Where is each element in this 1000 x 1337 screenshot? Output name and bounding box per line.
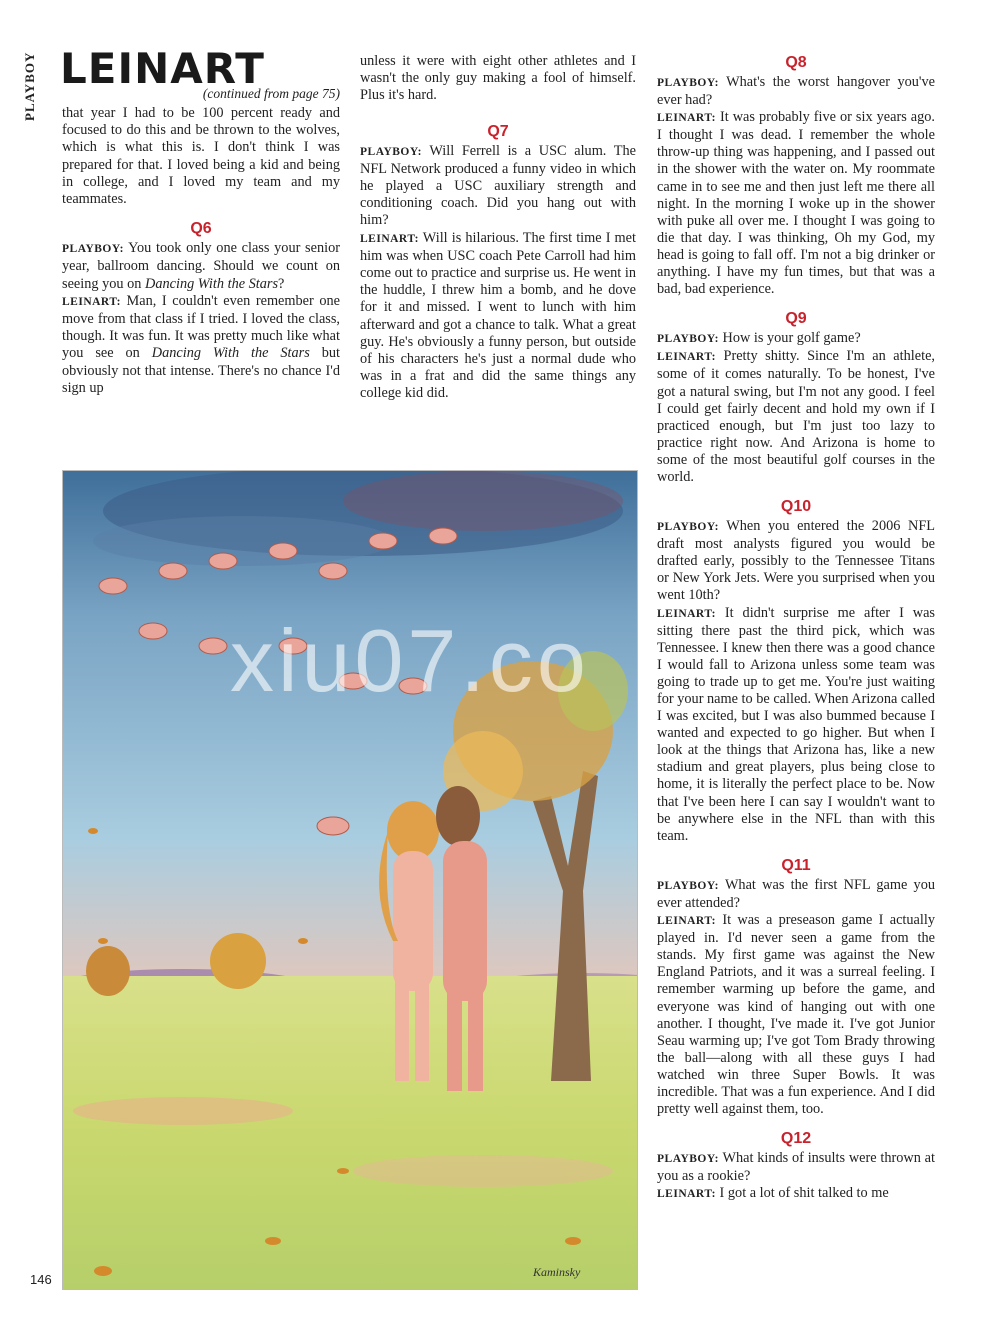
question-heading-q8: Q8: [785, 54, 807, 71]
speaker-label: PLAYBOY:: [62, 243, 124, 256]
cartoon-illustration: [62, 470, 638, 1290]
speaker-label: LEINART:: [657, 351, 716, 364]
tree-foliage: [558, 651, 628, 731]
ground-patch: [73, 1097, 293, 1125]
playboy-vertical-brand: PLAYBOY: [22, 52, 37, 122]
question-heading-q7: Q7: [487, 122, 509, 140]
question-heading-q12: Q12: [780, 1130, 812, 1148]
q9-answer: LEINART: Pretty shitty. Since I'm an athlete, some of it comes naturally. To be honest, I've got a natural swing, but I'm not any good. I feel I could get fairly decent and hold my own if I practiced enough, but I'm just too lazy to practice right now. And Arizona is home to some of the most beautiful golf courses in the world.: [657, 348, 935, 485]
artist-signature: Kaminsky: [533, 1265, 581, 1279]
article-headline: LEINART: [60, 44, 265, 93]
speaker-label: PLAYBOY:: [657, 521, 719, 534]
watermark: xiu07.co: [230, 611, 590, 710]
q12-question: PLAYBOY: What kinds of insults were thrown at you as a rookie?: [657, 1150, 935, 1185]
q11-answer: LEINART: It was a preseason game I actually played in. I'd never seen a game from the stands. My first game was against the New England Patriots, and it was a surreal feeling. I remember warming up before the game, and everyone was kind of hanging out with one another. I thought, I've made it. I've got Junior Seau warming up; I've got Tom Brady throwing the ball—along with all these guys I had watched win three Super Bowls. It was incredible. That was a fun experience. And I did pretty well against them, too.: [657, 912, 935, 1118]
speaker-label: PLAYBOY:: [360, 145, 422, 158]
question-heading-q10: Q10: [780, 498, 812, 516]
storm-cloud: [93, 516, 393, 566]
column-1-intro: that year I had to be 100 percent ready and focused to do this and be thrown to the wolves, which is what this is. I don't think I was prepared for that. I loved being a kid and being in college, and I loved my team and my teammates.: [62, 105, 340, 208]
q10-answer: LEINART: It didn't surprise me after I was sitting there past the third pick, which was Tennessee. I knew then there was a good chance I would fall to Arizona unless some team was going to trade up to get me. You're just waiting for your name to be called. When Arizona called I was excited, but I was also bummed because I wanted and expected to go higher. But when I look at the things that Arizona has, like a new stadium and great players, plus being close to home, it is literally the perfect place to be. Now that I've been here I can say I wouldn't want to be anywhere else in the NFL than with this team.: [657, 604, 936, 844]
meadow: [63, 976, 637, 1289]
speaker-label: PLAYBOY:: [657, 333, 719, 346]
q8-question: PLAYBOY: What's the worst hangover you've ever had?: [657, 74, 935, 109]
q11-question: PLAYBOY: What was the first NFL game you ever attended?: [657, 876, 935, 911]
page-number: 146: [30, 1272, 52, 1287]
question-heading-q9: Q9: [785, 310, 807, 328]
ground-patch: [353, 1155, 613, 1187]
speaker-label: LEINART:: [360, 232, 419, 245]
speaker-label: PLAYBOY:: [657, 879, 719, 892]
speaker-label: LEINART:: [62, 295, 121, 308]
speaker-label: LEINART:: [657, 112, 716, 125]
question-heading-q6: Q6: [190, 220, 212, 238]
autumn-bush: [210, 933, 266, 989]
q7-question: PLAYBOY: Will Ferrell is a USC alum. The NFL Network produced a funny video in which he played a USC auxiliary strength and conditioning coach. Did you hang out with him?: [360, 142, 636, 229]
speaker-label: LEINART:: [657, 915, 716, 928]
speaker-label: PLAYBOY:: [657, 77, 719, 89]
q6-question: PLAYBOY: You took only one class your senior year, ballroom dancing. Should we count on seeing you on Dancing With the Stars?: [62, 240, 340, 292]
q8-answer: LEINART: It was probably five or six years ago. I thought I was dead. I remember the whole throw-up thing was happening, and I passed out in the shower with the water on. My roommate came in to see me and then just left me there all night. In the morning I woke up in the shower with puke all over me. I thought I was going to die that day. I was thinking, Oh my God, my head is going to fall off. I'm not a big drinker or anything. I have my fun times, but that was a bad, bad experience.: [657, 109, 935, 298]
storm-cloud: [343, 471, 623, 531]
speaker-label: PLAYBOY:: [657, 1153, 719, 1166]
column-3: [657, 40, 935, 1203]
column-2: [360, 53, 636, 403]
cartoon-scene: [63, 471, 637, 1289]
q9-question: PLAYBOY: How is your golf game?: [657, 330, 861, 347]
q12-answer: LEINART: I got a lot of shit talked to me: [657, 1185, 889, 1202]
q10-question: PLAYBOY: When you entered the 2006 NFL draft most analysts figured you would be drafted early, possibly to the Tennessee Titans or New York Jets. Were you surprised when you went 10th?: [657, 518, 935, 604]
speaker-label: LEINART:: [657, 1188, 716, 1201]
column-1: [62, 105, 340, 397]
question-heading-q11: Q11: [781, 856, 811, 874]
q7-answer: LEINART: Will is hilarious. The first time I met him was when USC coach Pete Carroll had him come out to practice and surprise us. He went in the huddle, I threw him a bomb, and he dove for it and missed. I went to lunch with him afterward and got a chance to talk. What a great guy. He's obviously a funny person, but outside of his characters he's just a normal dude who was in a frat and did the same things any college kid did.: [360, 229, 636, 402]
continued-note: (continued from page 75): [202, 86, 340, 101]
autumn-bush: [86, 946, 130, 996]
column-2-intro: unless it were with eight other athletes and I wasn't the only guy making a fool of himself. Plus it's hard.: [360, 53, 636, 104]
q6-answer: LEINART: Man, I couldn't even remember one move from that class if I tried. I loved the class, though. It was fun. It was pretty much like what you see on Dancing With the Stars but obviously not that intense. There's no chance I'd sign up: [62, 292, 340, 396]
speaker-label: LEINART:: [657, 607, 716, 620]
